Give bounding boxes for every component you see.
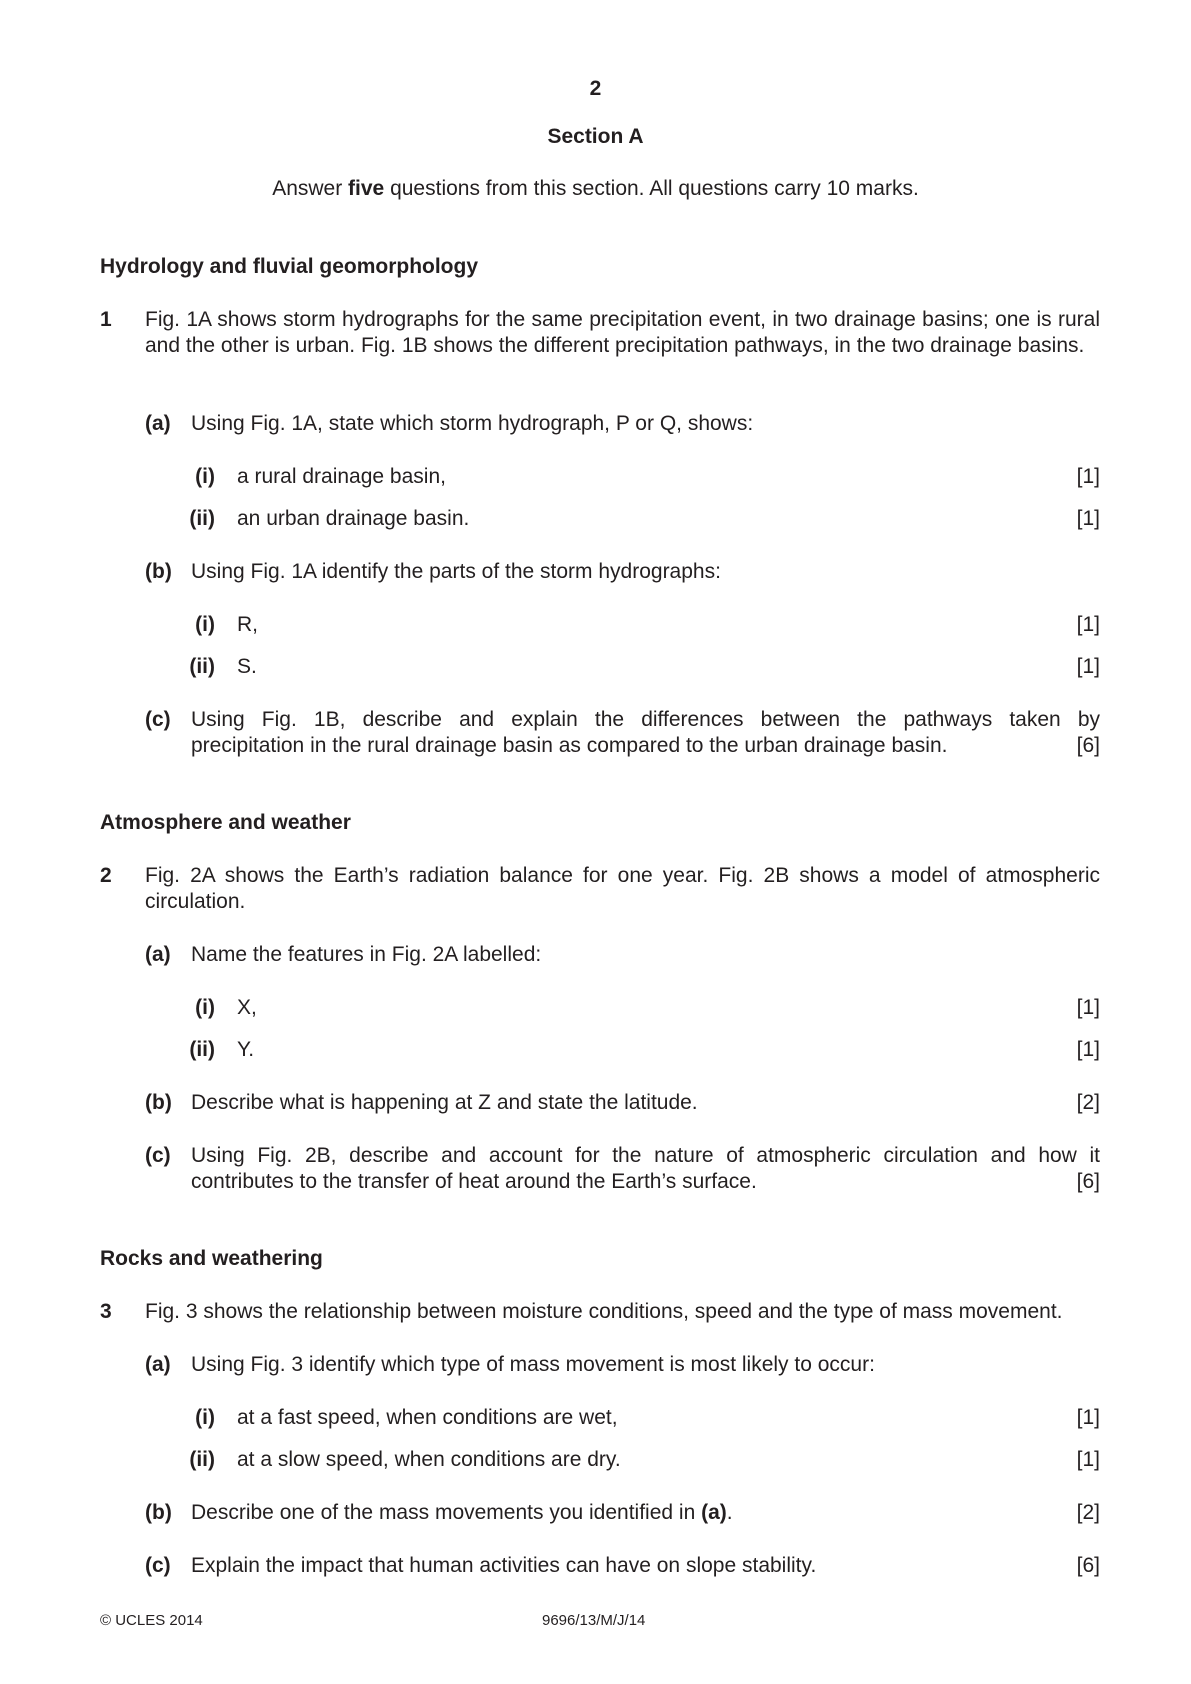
- marks: [1]: [1076, 613, 1100, 636]
- subpart-text: X,: [237, 996, 257, 1019]
- question-stem: Fig. 1A shows storm hydrographs for the same precipitation event, in two drainage basins; one is rural and the other is urban. Fig. 1B shows the different precipitation pathways, in the two drainage basins.: [145, 308, 1100, 357]
- subpart-label: (i): [195, 613, 215, 636]
- part-text: Name the features in Fig. 2A labelled:: [191, 943, 542, 966]
- subpart-text: R,: [237, 613, 258, 636]
- part-label: (a): [145, 412, 171, 435]
- part-label: (b): [145, 1091, 172, 1114]
- footer-copyright: © UCLES 2014: [100, 1612, 203, 1629]
- subpart-text: S.: [237, 655, 257, 678]
- subpart-label: (i): [195, 1406, 215, 1429]
- part-text: Using Fig. 3 identify which type of mass movement is most likely to occur:: [191, 1353, 875, 1376]
- question-stem: Fig. 2A shows the Earth’s radiation balance for one year. Fig. 2B shows a model of atmospheric circulation.: [145, 864, 1100, 913]
- instruction-text-before: Answer: [272, 177, 349, 200]
- topic-heading-rocks: Rocks and weathering: [100, 1247, 323, 1270]
- part-text-bold-ref: (a): [701, 1501, 727, 1524]
- part-text-before: Describe one of the mass movements you identified in: [191, 1501, 702, 1524]
- part-text: Using Fig. 1A identify the parts of the storm hydrographs:: [191, 560, 721, 583]
- marks: [2]: [1076, 1091, 1100, 1114]
- marks: [1]: [1076, 465, 1100, 488]
- part-text-line-2: contributes to the transfer of heat around the Earth’s surface.: [191, 1170, 757, 1193]
- subpart-label: (ii): [189, 507, 215, 530]
- instruction-text-after: questions from this section. All questions carry 10 marks.: [384, 177, 919, 200]
- topic-heading-hydrology: Hydrology and fluvial geomorphology: [100, 255, 479, 278]
- section-instruction: [0, 176, 1191, 202]
- subpart-label: (i): [195, 996, 215, 1019]
- subpart-text: a rural drainage basin,: [237, 465, 446, 488]
- subpart-label: (ii): [189, 1038, 215, 1061]
- part-label: (b): [145, 560, 172, 583]
- page-number: 2: [589, 77, 602, 100]
- part-label: (b): [145, 1501, 172, 1524]
- subpart-label: (i): [195, 465, 215, 488]
- part-label: (c): [145, 1554, 171, 1577]
- subpart-text: an urban drainage basin.: [237, 507, 470, 530]
- part-text-line-2: precipitation in the rural drainage basin as compared to the urban drainage basin.: [191, 734, 948, 757]
- question-number: 2: [100, 864, 112, 887]
- marks: [6]: [1076, 1554, 1100, 1577]
- instruction-text-bold: five: [348, 177, 385, 200]
- marks: [1]: [1076, 507, 1100, 530]
- marks: [2]: [1076, 1501, 1100, 1524]
- part-text: Describe what is happening at Z and state the latitude.: [191, 1091, 698, 1114]
- question-number: 3: [100, 1300, 112, 1323]
- part-text-line-1: Using Fig. 2B, describe and account for the nature of atmospheric circulation and how it: [191, 1144, 1100, 1167]
- part-label: (a): [145, 1353, 171, 1376]
- question-number: 1: [100, 308, 112, 331]
- marks: [1]: [1076, 1406, 1100, 1429]
- footer-paper-code: 9696/13/M/J/14: [542, 1612, 646, 1629]
- question-stem: Fig. 3 shows the relationship between moisture conditions, speed and the type of mass movement.: [145, 1300, 1063, 1323]
- part-text: Explain the impact that human activities can have on slope stability.: [191, 1554, 817, 1577]
- subpart-text: Y.: [237, 1038, 255, 1061]
- marks: [1]: [1076, 655, 1100, 678]
- marks: [1]: [1076, 1038, 1100, 1061]
- marks: [6]: [1076, 734, 1100, 757]
- part-label: (a): [145, 943, 171, 966]
- part-text: [191, 1500, 733, 1526]
- part-text-after: .: [726, 1501, 733, 1524]
- subpart-text: at a slow speed, when conditions are dry.: [237, 1448, 621, 1471]
- marks: [6]: [1076, 1170, 1100, 1193]
- subpart-label: (ii): [189, 1448, 215, 1471]
- subpart-text: at a fast speed, when conditions are wet,: [237, 1406, 618, 1429]
- part-text: Using Fig. 1A, state which storm hydrograph, P or Q, shows:: [191, 412, 754, 435]
- part-label: (c): [145, 1144, 171, 1167]
- topic-heading-atmosphere: Atmosphere and weather: [100, 811, 351, 834]
- part-label: (c): [145, 708, 171, 731]
- marks: [1]: [1076, 1448, 1100, 1471]
- section-title: Section A: [547, 125, 644, 148]
- marks: [1]: [1076, 996, 1100, 1019]
- subpart-label: (ii): [189, 655, 215, 678]
- part-text-line-1: Using Fig. 1B, describe and explain the differences between the pathways taken by: [191, 708, 1100, 731]
